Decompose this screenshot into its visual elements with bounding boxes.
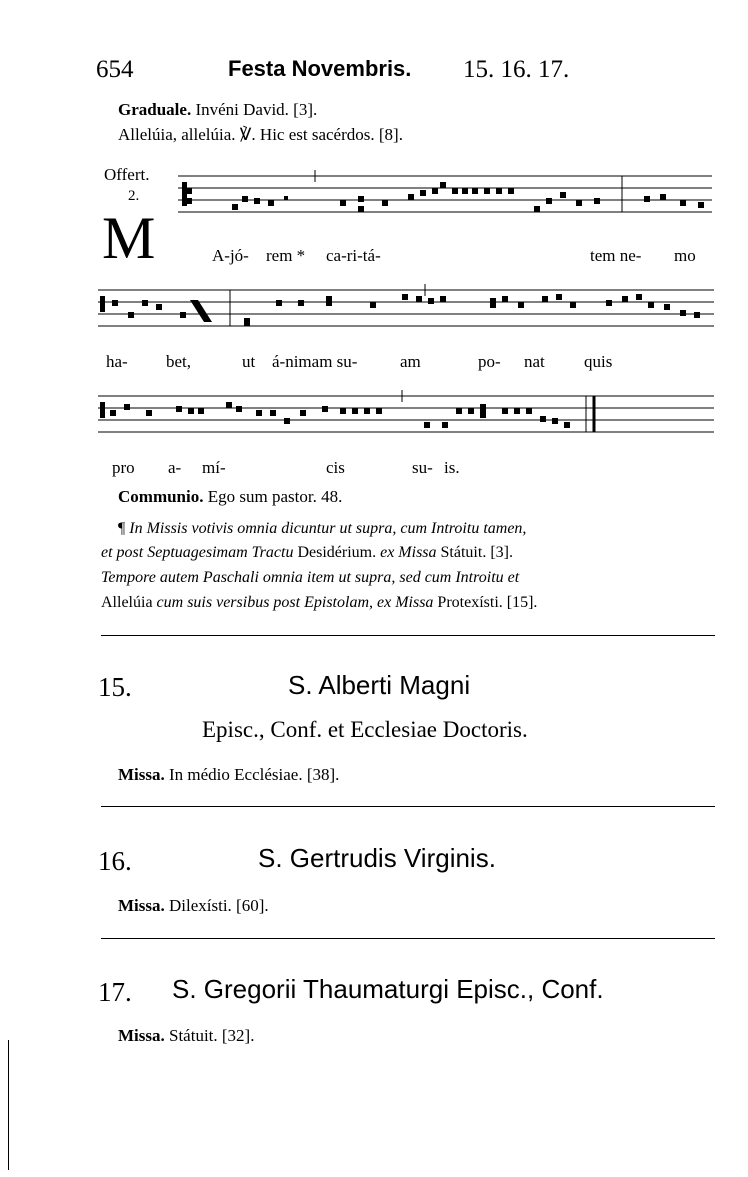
missa-label: Missa.	[118, 765, 165, 784]
rubric-text: Allelúia	[101, 594, 153, 611]
mode-number: 2.	[128, 188, 140, 204]
staff1-syllable: tem ne-	[590, 246, 642, 265]
section-subtitle: Episc., Conf. et Ecclesiae Doctoris.	[202, 717, 528, 742]
chant-staff-1	[0, 168, 748, 228]
chant-staff-2	[0, 282, 748, 342]
communio-text: Ego sum pastor. 48.	[207, 487, 343, 506]
rubric-text: Desidérium.	[297, 544, 377, 561]
staff3-syllable: su-	[412, 458, 433, 477]
rubric-line-1	[118, 520, 526, 538]
pilcrow-icon: ¶	[118, 520, 126, 537]
graduale-line	[118, 100, 317, 120]
staff3-syllable: a-	[168, 458, 182, 477]
divider	[101, 635, 715, 636]
section-number: 17.	[98, 977, 132, 1007]
staff2-syllable: á-nimam su-	[272, 352, 358, 371]
graduale-label: Graduale.	[118, 100, 192, 119]
alleluia-line	[118, 125, 403, 145]
graduale-text: Invéni David. [3].	[195, 100, 318, 119]
missa-line	[118, 1026, 254, 1046]
staff3-syllable: cis	[326, 458, 345, 477]
rubric-text: Tempore autem Paschali omnia item ut supra, sed cum Introitu et	[101, 569, 520, 586]
rubric-text: cum suis versibus post Epistolam, ex Missa	[156, 594, 434, 611]
divider	[101, 806, 715, 807]
communio-label: Communio.	[118, 487, 204, 506]
section-number: 15.	[98, 672, 132, 702]
staff2-syllable: am	[400, 352, 421, 371]
staff1-syllable: rem *	[266, 246, 306, 265]
scan-margin-line	[8, 1040, 9, 1170]
rubric-text: In Missis votivis omnia dicuntur ut supra, cum Introitu tamen,	[129, 520, 527, 537]
staff2-syllable: quis	[584, 352, 613, 371]
staff1-syllable: A-jó-	[212, 246, 249, 265]
rubric-line-3	[101, 569, 519, 587]
rubric-line-2	[101, 544, 513, 562]
rubric-text: et post Septuagesimam Tractu	[101, 544, 294, 561]
staff1-syllable: mo	[674, 246, 696, 265]
missa-line	[118, 765, 339, 785]
missa-label: Missa.	[118, 1026, 165, 1045]
rubric-text: ex Missa	[380, 544, 437, 561]
alleluia-text: Allelúia, allelúia. ℣. Hic est sacérdos. [8].	[118, 125, 403, 144]
staff2-syllable: ha-	[106, 352, 128, 371]
rubric-text: Protexísti. [15].	[437, 594, 538, 611]
section-title: S. Alberti Magni	[288, 670, 471, 700]
chant-initial: M	[102, 205, 156, 271]
staff3-syllable: mí-	[202, 458, 226, 477]
staff2-syllable: po-	[478, 352, 501, 371]
communio-line	[118, 487, 342, 507]
running-title: Festa Novembris.	[228, 56, 412, 81]
section-title: S. Gertrudis Virginis.	[258, 843, 496, 873]
missa-text: Státuit. [32].	[169, 1026, 255, 1045]
section-number: 16.	[98, 846, 132, 876]
chant-staff-3	[0, 388, 748, 448]
missa-text: In médio Ecclésiae. [38].	[169, 765, 340, 784]
missa-text: Dilexísti. [60].	[169, 896, 269, 915]
staff2-syllable: bet,	[166, 352, 192, 371]
divider	[101, 938, 715, 939]
missa-line	[118, 896, 269, 916]
staff3-syllable: pro	[112, 458, 135, 477]
staff2-syllable: nat	[524, 352, 545, 371]
rubric-line-4	[101, 594, 537, 612]
staff1-syllable: ca-ri-tá-	[326, 246, 381, 265]
offertory-label: Offert.	[104, 165, 150, 184]
running-dates: 15. 16. 17.	[463, 56, 570, 83]
staff2-syllable: ut	[242, 352, 256, 371]
missa-label: Missa.	[118, 896, 165, 915]
section-title: S. Gregorii Thaumaturgi Episc., Conf.	[172, 974, 604, 1004]
rubric-text: Státuit. [3].	[440, 544, 513, 561]
staff3-syllable: is.	[444, 458, 460, 477]
page-number: 654	[96, 56, 134, 83]
